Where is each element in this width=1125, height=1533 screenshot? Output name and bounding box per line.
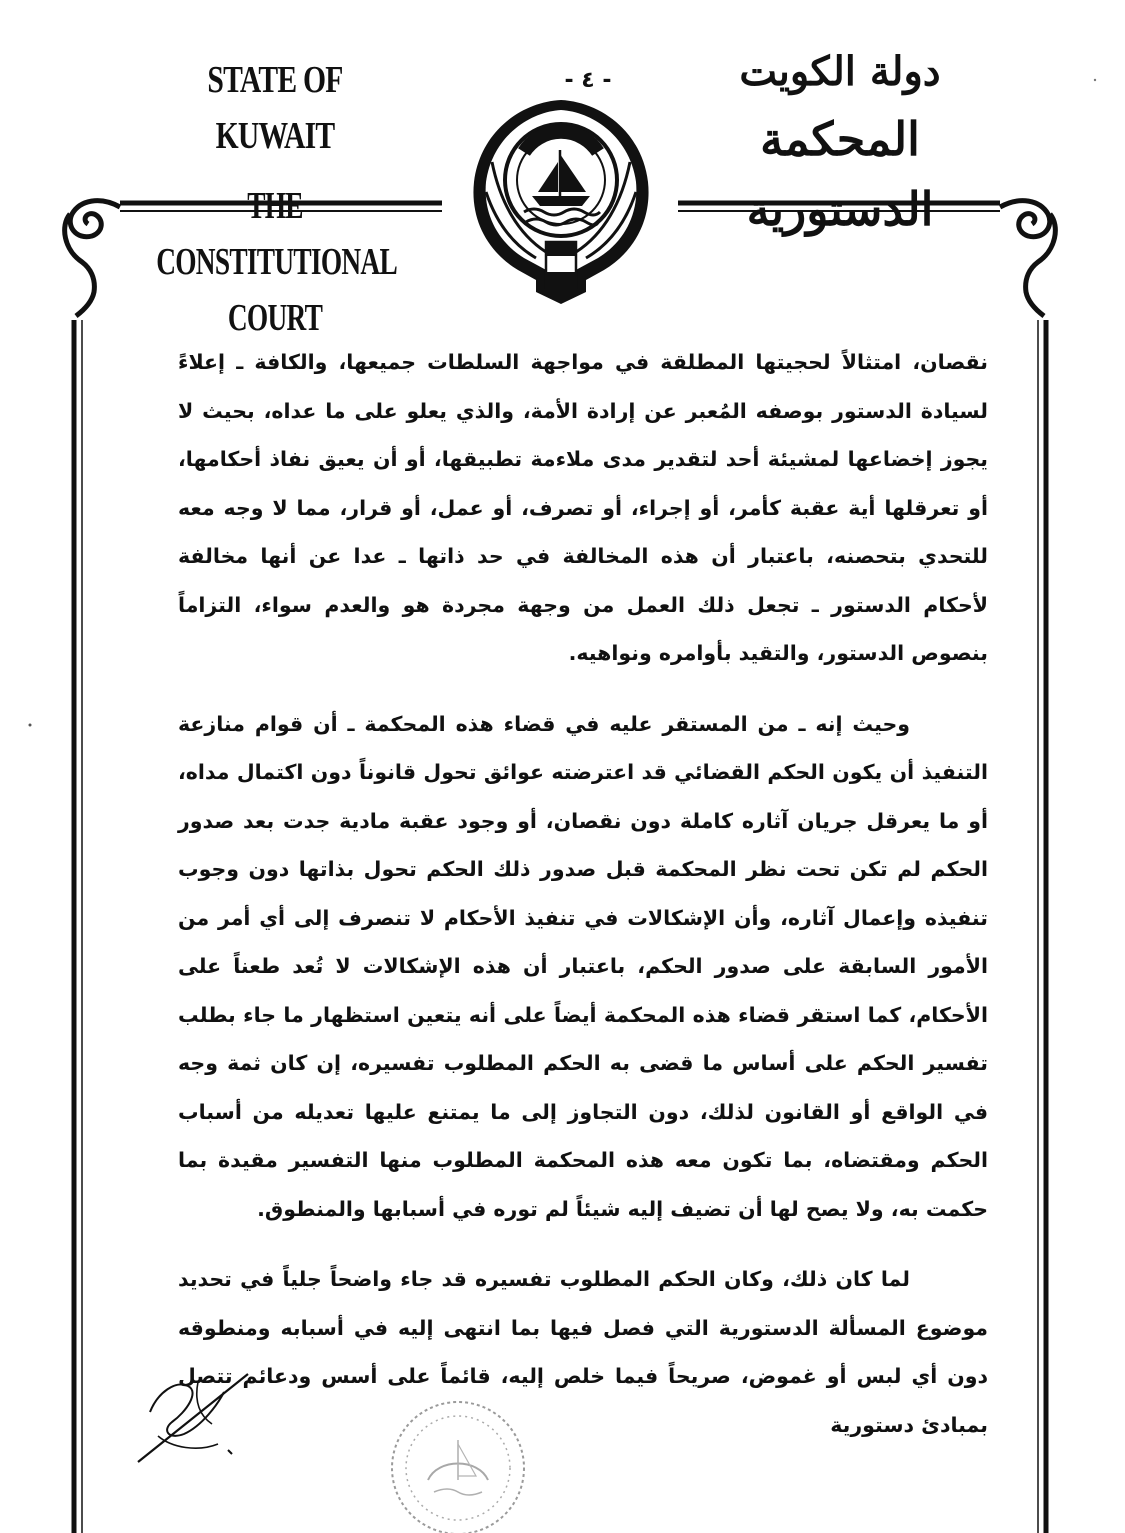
header-english <box>110 52 440 346</box>
paragraph-3 <box>178 1255 988 1449</box>
paragraph-3-text: لما كان ذلك، وكان الحكم المطلوب تفسيره قد جاء واضحاً جلياً في تحديد موضوع المسألة الدستورية التي فصل فيها بما انتهى إليه في أسبابه ومنطوقه دون أي لبس أو غموض، صريحاً فيما خلص إليه، قائماً على أسس ودعائم تتصل بمبادئ دستورية <box>178 1267 988 1437</box>
header-constitutional-court: THE CONSTITUTIONAL COURT <box>156 185 397 339</box>
paragraph-2-text: وحيث إنه ـ من المستقر عليه في قضاء هذه المحكمة ـ أن قوام منازعة التنفيذ أن يكون الحكم القضائي قد اعترضته عوائق تحول قانوناً دون اكتمال مداه، أو ما يعرقل جريان آثاره كاملة دون نقصان، أو وجود عقبة مادية جدت بعد صدور الحكم لم تكن تحت نظر المحكمة قبل صدور ذلك الحكم تحول بذاتها دون وجوب تنفيذه وإعمال آثاره، وأن الإشكالات في تنفيذ الأحكام لا تنصرف إلى أي أمر من الأمور السابقة على صدور الحكم، باعتبار أن هذه الإشكالات لا تُعد طعناً على الأحكام، كما استقر قضاء هذه المحكمة أيضاً على أنه يتعين استظهار ما جاء بطلب تفسير الحكم على أساس ما قضى به الحكم المطلوب تفسيره، إن كان ثمة وجه في الواقع أو القانون لذلك، دون التجاوز إلى ما يمتنع عليها تعديله من أسباب الحكم ومقتضاه، بما تكون معه هذه المحكمة المطلوب منها التفسير مقيدة بما حكمت به، ولا يصح لها أن تضيف إليه شيئاً لم توره في أسبابها والمنطوق. <box>178 711 988 1221</box>
header-state-of-kuwait: STATE OF KUWAIT <box>207 59 343 157</box>
header-arabic-state: دولة الكويت <box>739 48 941 95</box>
judgment-body <box>178 338 988 1449</box>
page-number: - ٤ - <box>564 68 612 93</box>
header-arabic-court: المحكمة الدستورية <box>746 112 934 236</box>
kuwait-emblem-icon <box>466 92 656 312</box>
paragraph-1: نقصان، امتثالاً لحجيتها المطلقة في مواجهة السلطات جميعها، والكافة ـ إعلاءً لسيادة الدستور بوصفه المُعبر عن إرادة الأمة، والذي يعلو على ما عداه، بحيث لا يجوز إخضاعها لمشيئة أحد لتقدير مدى ملاءمة تطبيقها، أو أن يعيق نفاذ أحكامها، أو تعرقلها أية عقبة كأمر، أو إجراء، أو تصرف، أو عمل، أو قرار، مما لا وجه معه للتحدي بتحصنه، باعتبار أن هذه المخالفة في حد ذاتها ـ عدا عن أنها مخالفة لأحكام الدستور ـ تجعل ذلك العمل من وجهة مجردة هو والعدم سواء، التزاماً بنصوص الدستور، والتقيد بأوامره ونواهيه. <box>178 350 988 665</box>
official-seal-icon <box>378 1388 538 1533</box>
paragraph-2 <box>178 700 988 1234</box>
header-arabic <box>675 40 1005 244</box>
handwritten-signature-icon <box>128 1352 258 1472</box>
